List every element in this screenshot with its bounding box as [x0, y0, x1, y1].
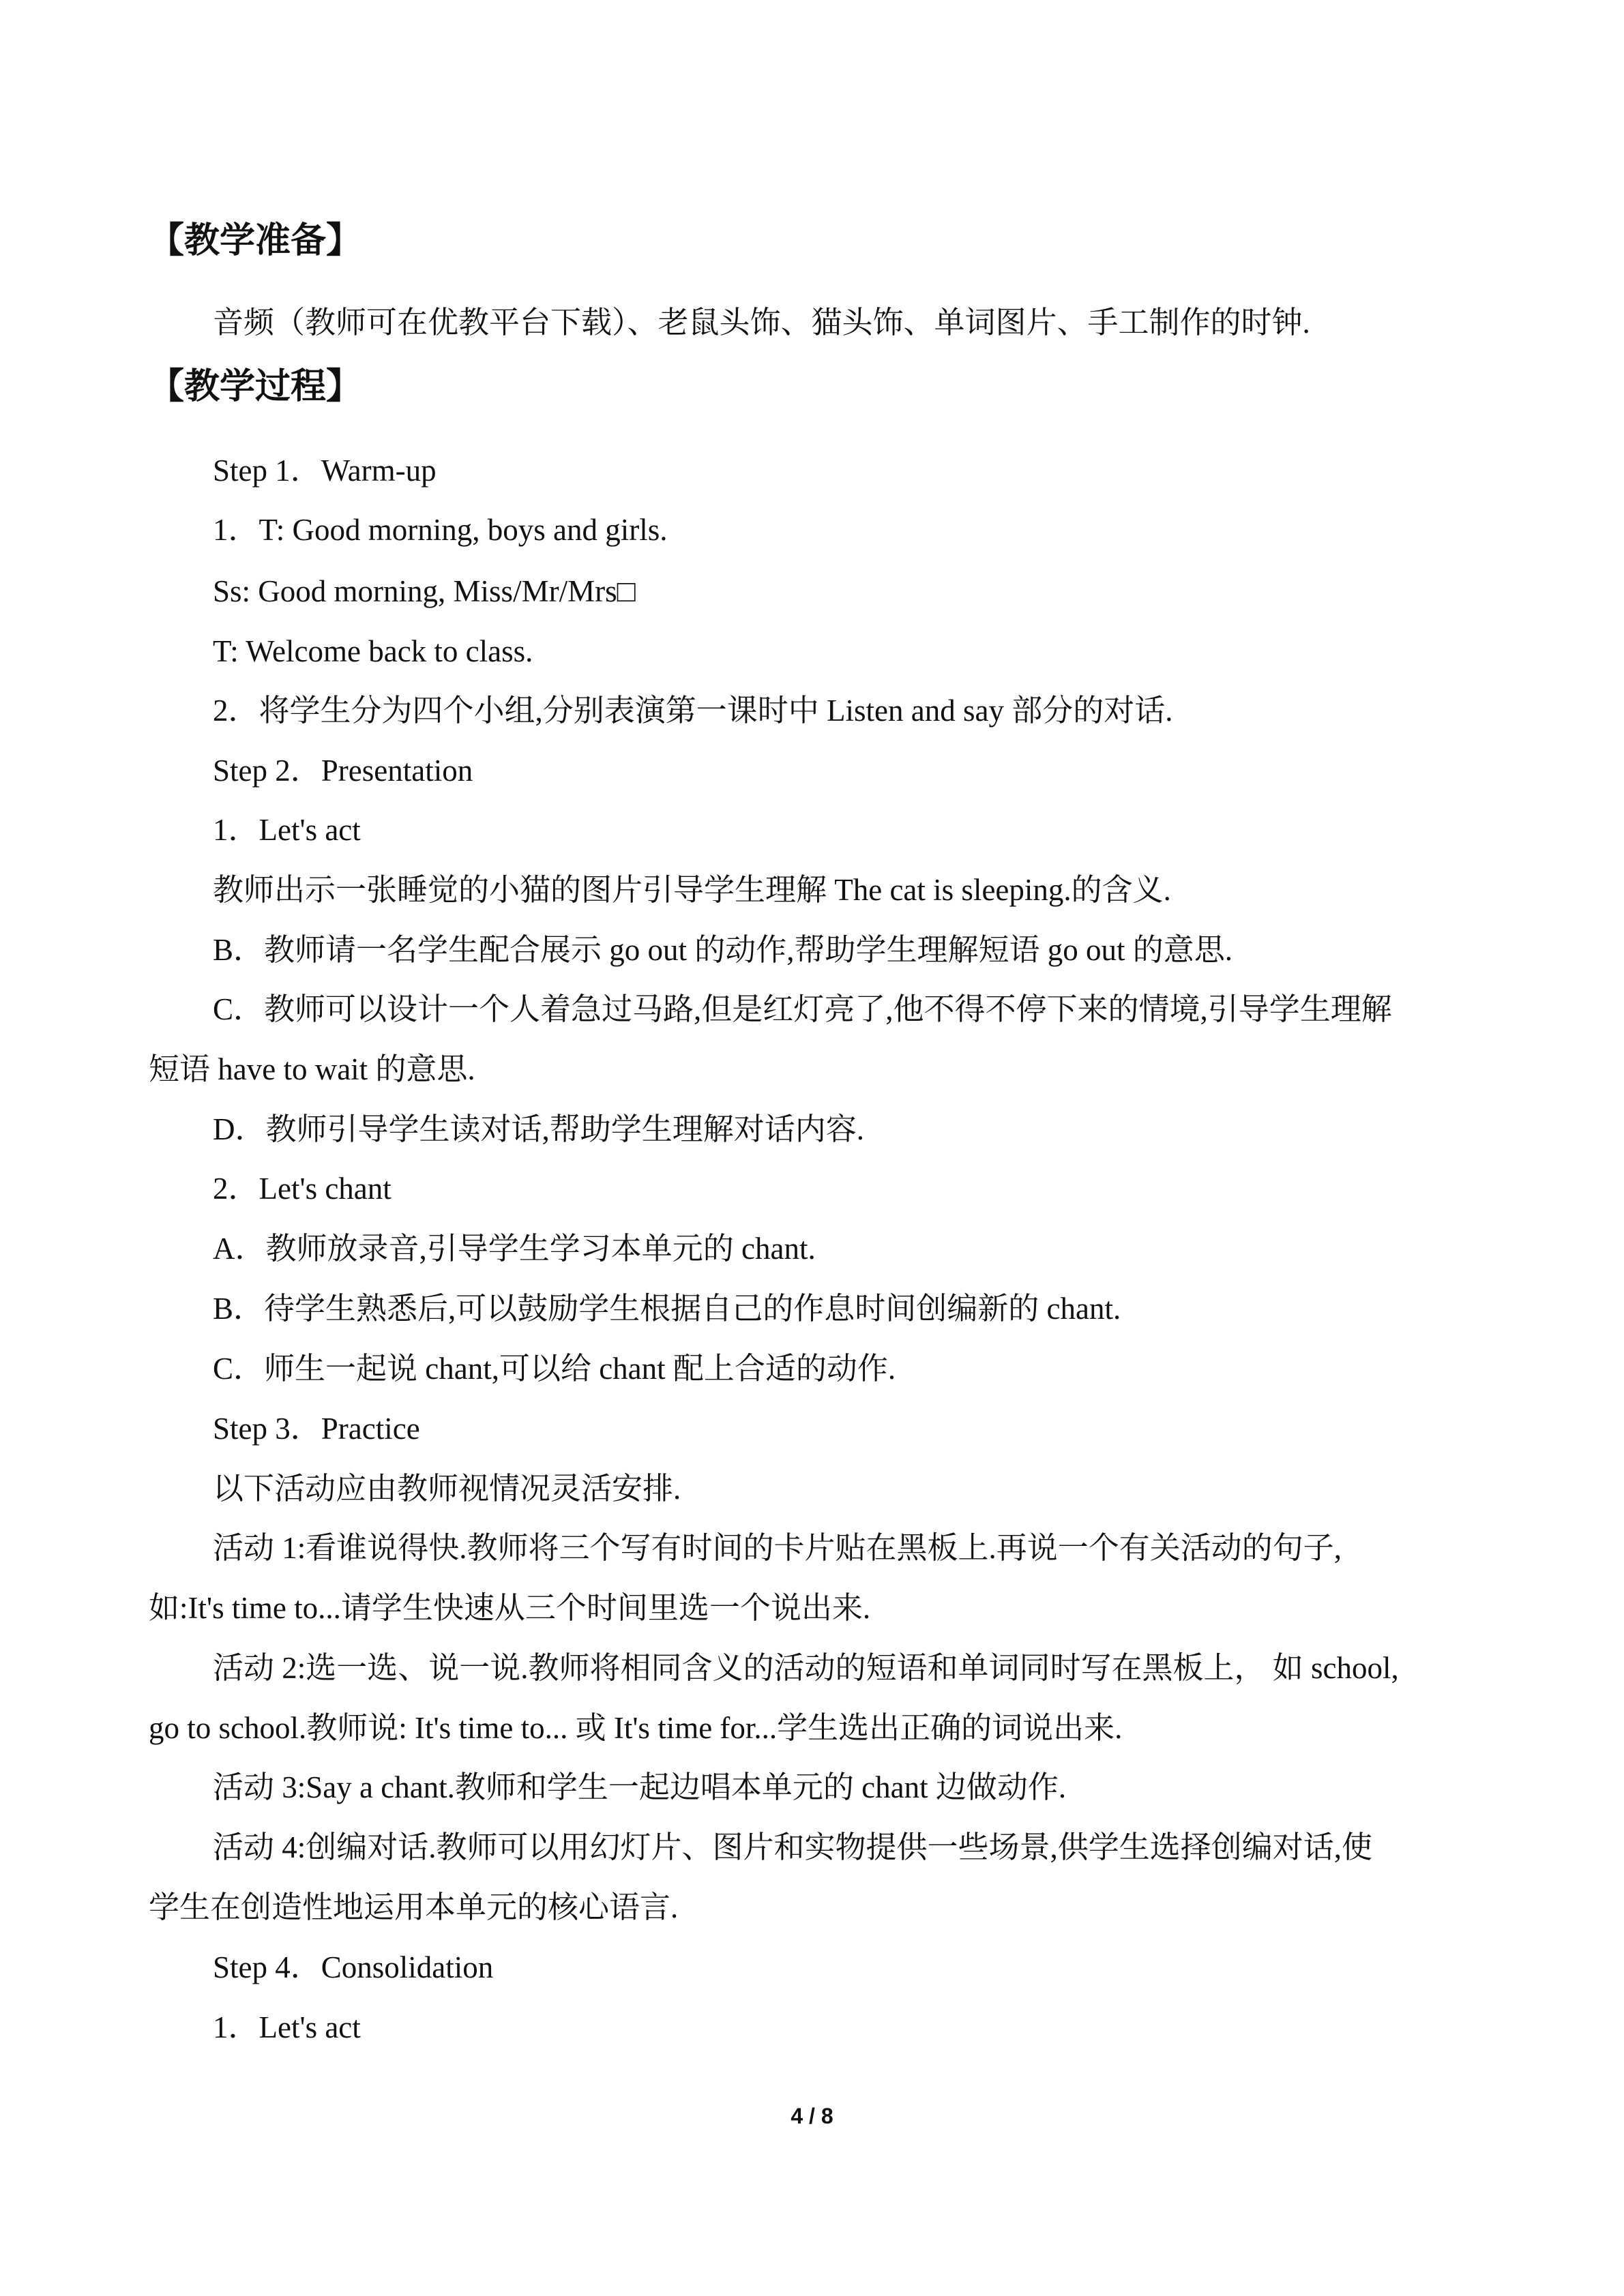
body-line: 活动 2:选一选、说一说.教师将相同含义的活动的短语和单词同时写在黑板上， 如 school, — [213, 1651, 1399, 1685]
body-line: T: Welcome back to class. — [213, 634, 533, 668]
section-heading-preparation: 【教学准备】 — [149, 220, 362, 261]
body-line: C．教师可以设计一个人着急过马路,但是红灯亮了,他不得不停下来的情境,引导学生理解 — [213, 992, 1392, 1026]
body-line-continuation: 如:It's time to...请学生快速从三个时间里选一个说出来. — [149, 1591, 871, 1625]
step-heading: Step 3．Practice — [213, 1412, 420, 1446]
body-line: A．教师放录音,引导学生学习本单元的 chant. — [213, 1232, 816, 1266]
body-line: 1．T: Good morning, boys and girls. — [213, 513, 668, 547]
body-line: B．待学生熟悉后,可以鼓励学生根据自己的作息时间创编新的 chant. — [213, 1292, 1121, 1326]
step-heading: Step 1．Warm-up — [213, 453, 437, 488]
body-line-continuation: 短语 have to wait 的意思. — [149, 1052, 475, 1086]
body-line: C．师生一起说 chant,可以给 chant 配上合适的动作. — [213, 1352, 896, 1386]
body-line: B．教师请一名学生配合展示 go out 的动作,帮助学生理解短语 go out 的意思. — [213, 933, 1233, 967]
body-line: 2．Let's chant — [213, 1172, 392, 1206]
body-line: 1．Let's act — [213, 2010, 361, 2044]
body-line: D．教师引导学生读对话,帮助学生理解对话内容. — [213, 1112, 864, 1146]
body-line-continuation: go to school.教师说: It's time to... 或 It's time for...学生选出正确的词说出来. — [149, 1711, 1123, 1745]
body-line: 2．将学生分为四个小组,分别表演第一课时中 Listen and say 部分的对话. — [213, 694, 1173, 728]
body-line: 以下活动应由教师视情况灵活安排. — [213, 1472, 681, 1506]
step-heading: Step 2．Presentation — [213, 754, 473, 788]
body-line: Ss: Good morning, Miss/Mr/Mrs□ — [213, 574, 636, 608]
step-heading: Step 4．Consolidation — [213, 1950, 494, 1984]
body-line: 教师出示一张睡觉的小猫的图片引导学生理解 The cat is sleeping.的含义. — [213, 873, 1171, 907]
body-line: 活动 1:看谁说得快.教师将三个写有时间的卡片贴在黑板上.再说一个有关活动的句子, — [213, 1531, 1342, 1565]
preparation-text: 音频（教师可在优教平台下载）、老鼠头饰、猫头饰、单词图片、手工制作的时钟. — [213, 305, 1310, 340]
body-line: 活动 4:创编对话.教师可以用幻灯片、图片和实物提供一些场景,供学生选择创编对话,使 — [213, 1830, 1373, 1864]
body-line: 活动 3:Say a chant.教师和学生一起边唱本单元的 chant 边做动作. — [213, 1770, 1067, 1804]
section-heading-process: 【教学过程】 — [149, 366, 362, 407]
body-line: 1．Let's act — [213, 813, 361, 847]
page-number: 4 / 8 — [791, 2104, 833, 2128]
body-line-continuation: 学生在创造性地运用本单元的核心语言. — [149, 1890, 679, 1924]
